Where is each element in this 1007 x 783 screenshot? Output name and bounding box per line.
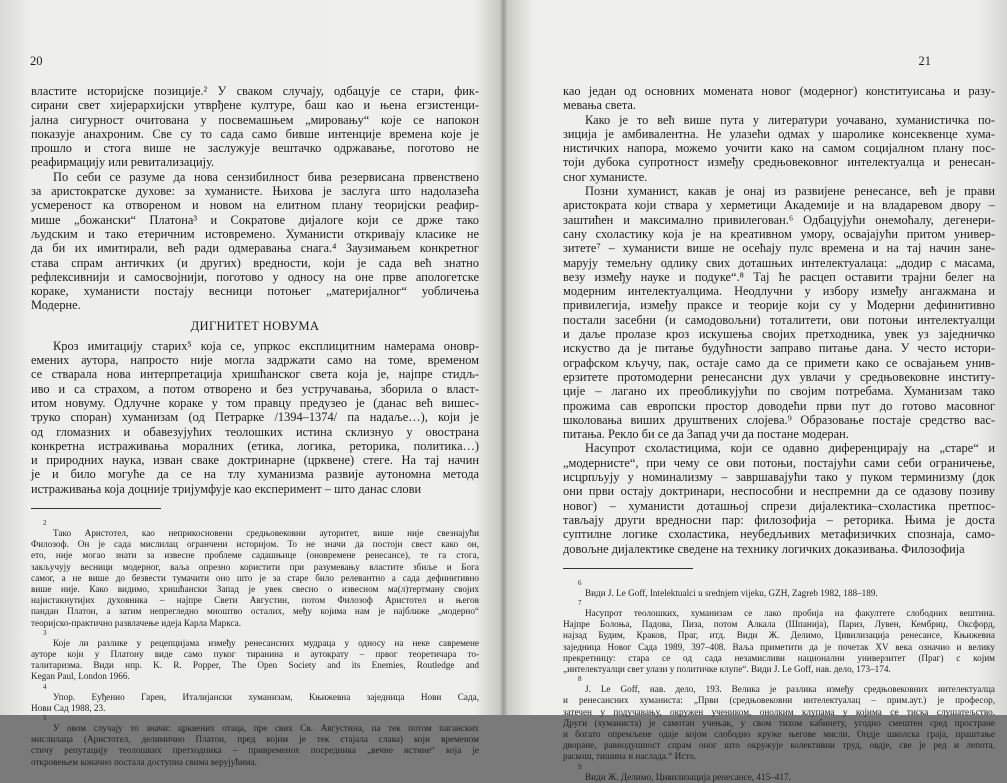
- text-line: тоји дубока супротност између средњовековног интелектуалца и ренесан-: [563, 155, 995, 170]
- footnote-rule: [563, 568, 693, 569]
- left-text-column: [31, 84, 479, 768]
- text-line: се стварала нова интерпретација хришћанског света која је, најпре стидљ-: [31, 367, 479, 382]
- footnote-line: „интелектуалци свет улази у политичке клупе“. Види J. Le Goff, нав. дело, 173–174.: [563, 664, 891, 675]
- text-line: ције – лагано их преобликујући по својим потребама. Хуманизам тако: [563, 384, 995, 399]
- footnote-line: Најпре Болоња, Падова, Пиза, потом Алкала (Шпанија), Париз, Лувен, Кембриџ, Оксфорд,: [563, 619, 995, 630]
- footnote-line: најистакнутијих духовника – најпре Свети Августин, потом Филозоф Аристотел и његов: [31, 595, 479, 606]
- text-line: зитете⁷ – хуманисти више не осећају пулс времена и на тај начин зане-: [563, 241, 995, 256]
- text-line: конкретна истраживања моралних (етика, логика, реторика, политика…): [31, 438, 479, 453]
- footnote-line: Други (хуманиста) је самотан учењак, у свом тихом кабинету, угодно смештен сред простране: [563, 717, 995, 728]
- footnote-number: 9: [578, 762, 582, 771]
- text-line: нистичких напора, можемо уочити како на самом социјалном плану пос-: [563, 141, 995, 156]
- footnote-line: заједница Новог Сада 1989, 397–408. Ваља приметити да је почетак XV века означио и велику: [563, 641, 995, 652]
- footnote-number: 8: [578, 675, 582, 684]
- footnote-number: 7: [578, 599, 582, 607]
- text-line: постали засебни (и самодовољни) тоталитети, ови потоњи интелектуалци: [563, 312, 995, 327]
- text-line: реафирмацију или ревитализацију.: [31, 155, 215, 170]
- paragraph: [31, 339, 479, 496]
- text-line: Кроз имитацију старих⁵ која се, упркос експлицитним намерама оновр-: [53, 338, 479, 353]
- footnote-line: више није. Како видимо, хришћански Запад је увек свесно о извесном ма(л)тертману својих: [31, 584, 479, 595]
- text-line: става спрам античких (и других) вредности, који је сада већ знатно: [31, 255, 479, 270]
- text-line: По себи се разуме да нова сензибилност бива резервисана првенствено: [53, 169, 479, 184]
- text-line: кораке, хуманисти постају весници потоњег „материјалног“ уобличења: [31, 284, 479, 299]
- text-line: аристократа који ствара у хермeтици Академије и на владаревом двору –: [563, 198, 995, 213]
- text-line: заштићен и максимално привилегован.⁶ Одбацујући онемоћалу, дегенери-: [563, 212, 995, 227]
- footnote-line: Упор. Eуђенио Гарен, Италијански хуманизам, Књижевна заједница Нови Сада,: [53, 691, 479, 702]
- footnotes: [563, 579, 995, 783]
- text-line: труко споран) хуманизам (од Петрарке /1394–1374/ па надаље…), који је: [31, 410, 479, 425]
- text-line: емених аутора, напросто није могла задржати само на томе, временом: [31, 353, 479, 368]
- text-line: Насупрот схоластицима, који се одавно диференцирају на „старе“ и: [585, 441, 995, 456]
- text-line: је и било могуће да се на тлу хуманизма развије аутономна метода: [31, 467, 479, 482]
- text-line: сирани свет хијерархијски утврђене културе, баш као и њена егзистенци-: [31, 98, 479, 113]
- footnote-line: ето, није могао знати за извесне проблеме садашњице (оновремене ренесансе), те га стога,: [31, 550, 479, 561]
- text-line: новог) – хуманисти доташњој спрези дијалектика–схоластика претпос-: [563, 498, 995, 513]
- text-line: Позни хуманист, какав је онај из развијене ренесансе, већ је прави: [585, 184, 995, 199]
- text-line: прошло и стога више не заслужује вештачко одржавање, поготово не: [31, 141, 479, 156]
- right-text-column: [563, 84, 995, 783]
- paragraph: [563, 441, 995, 555]
- text-line: они први остају доктринари, неспособни и неспремни да се одазову позиву: [563, 484, 995, 499]
- text-line: исцрпљују у номинализму – завршавајући тако у пуком терминизму (док: [563, 470, 995, 485]
- text-line: суптилне логике схоластика, неубедљивих метафизичких спознаја, само-: [563, 527, 995, 542]
- paragraph: [31, 170, 479, 313]
- text-line: иво и са страхом, а потом отворено и без устручавања, зборила о власт-: [31, 381, 479, 396]
- footnote-line: закључују весници модерног, ваља опрезно користити при разумевању властите збиље и Бога: [31, 561, 479, 572]
- text-line: Како је то већ више пута у литератури уочавано, хуманистичка по-: [585, 112, 995, 127]
- text-line: тављају други вредносни пар: филозофија – реторика. Њима је доста: [563, 512, 995, 527]
- footnote-line: талитаризма. Види нпр. K. R. Popper, The Open Society and its Enemies, Routledge and: [31, 660, 479, 671]
- footnote-line: У овом случају то значи: црквених отаца, пре свих Св. Августина, па тек потом паганских: [53, 723, 479, 734]
- text-line: мевања света.: [563, 98, 637, 113]
- footnote-line: самог, а не више до безвести тумачити оно што је за старе било релевантно а сада дефинитивно: [31, 572, 479, 583]
- footnote-line: прекретницу: стаpa се од сада незамисливи национални универзитет (Праг) с којим: [563, 652, 995, 663]
- text-line: и природних наука, изван сваке доктринарне (црквене) стеге. На тај начин: [31, 453, 479, 468]
- footnote-line: Види J. Le Goff, Intelektualci u srednjem vijeku, GZH, Zagreb 1982, 188–189.: [585, 587, 878, 598]
- text-line: питања. Рекло би се да Запад учи да постане модеран.: [563, 427, 849, 442]
- footnote-line: дворане, равнодушност спрам онoг што окружује колективни труд, овдје, све је ред и лепота,: [563, 740, 995, 751]
- text-line: рефлексивнији и самосвојнији, поготово у односу на оне прве апологетске: [31, 269, 479, 284]
- footnote-number: 4: [43, 682, 47, 691]
- text-line: сану схоластику која је на креативном умору, освајајући притом универ-: [563, 226, 995, 241]
- text-line: марују темељну одлику свих доташњих интелектуалаца: „додир с масама,: [563, 255, 995, 270]
- text-line: искуство да је питање будућности заправо питање дана. У често истори-: [563, 341, 995, 356]
- text-line: усмереност ка отвореном и новом на елитном плану теоријски реафир-: [31, 198, 479, 213]
- footnote-line: Нови Сад 1988, 23.: [31, 702, 106, 713]
- footnote-line: стичу репутацију теолошких претходника – привременох посредника „вечне истине“ која је: [31, 745, 479, 756]
- footnotes: [31, 519, 479, 768]
- footnote-number: 3: [43, 628, 47, 637]
- paragraph: [563, 184, 995, 441]
- footnote-line: откровењем коначно постала доступна свима верујућима.: [31, 756, 257, 767]
- section-heading: ДИГНИТЕТ НОВУМА: [190, 318, 320, 333]
- footnote-line: затечен у подучавању, окружен учеником, онолким клупама у којима се тиска слушатељство.: [563, 706, 995, 717]
- text-line: прожима сав европски простор доводећи први пут до готово масовног: [563, 398, 995, 413]
- text-line: модерним интелектуалцима. Неодлучни у избору између ангажмана и: [563, 284, 995, 299]
- paragraph: [31, 84, 479, 170]
- footnote-line: Које ли разлике у рецепцијама између ренесансних мудраца у односу на неке савремене: [53, 637, 479, 648]
- footnote-line: Види Ж. Делимо, Цивилизација ренесансе, 415–417.: [585, 771, 791, 782]
- footnote-line: раскош, тишина и наслада.“ Исто.: [563, 751, 697, 762]
- right-page: [504, 0, 1007, 782]
- text-line: ографском кључу, пак, остаје само да се примети како се освајањем унив-: [563, 355, 995, 370]
- footnote-line: Филозоф. Он је сада мислилац огранчени историјом. То не значи да постоји свест како он,: [31, 539, 479, 550]
- text-line: показује анахроним. Све су то сада само бивше интенције времена које је: [31, 126, 479, 141]
- footnote-line: J. Le Goff, нав. дело, 193. Велика је разлика између средњовековних интелектуалца: [585, 684, 995, 695]
- text-line: ерзитете протомодерни ренесансни дух увлачи у средњовековне институ-: [563, 369, 995, 384]
- page-number: 21: [918, 54, 931, 68]
- footnote-line: теоријско-практично развлачење идеја Карла Маркса.: [31, 617, 242, 628]
- text-line: људским и тако етеричним истовремено. Хуманисти откривају класике не: [31, 226, 479, 241]
- text-line: истраживања која доцније тријумфује као експеримент – што данас слови: [31, 481, 422, 496]
- text-line: да би их имитирали, већ ради одмеравања снага.⁴ Заузимањем конкретног: [31, 241, 479, 256]
- text-line: „модернисте“, при чему се ови потоњи, постајући сами себи ограничење,: [563, 455, 995, 470]
- footnote-line: и ренесансних хуманиста: „Први (средњовековни интелектуалац – прим.аут.) је професор,: [563, 695, 995, 706]
- text-line: као један од основних момената новог (модерног) конституисања и разу-: [563, 84, 995, 98]
- page-number: 20: [30, 54, 43, 68]
- footnote-line: Насупрот теолошких, хуманизам се лако пробија на факултете слободних вештина.: [585, 608, 995, 618]
- left-page: [0, 0, 503, 767]
- footnote-line: пандан Платон, а затим непрегледно мноштво осталих, међу којима нам је најближе „модерно“: [31, 606, 479, 617]
- footnote-number: 2: [43, 519, 47, 528]
- footnote-line: Kegan Paul, London 1966.: [31, 671, 130, 682]
- footnote-line: најзад Будим, Краков, Праг, итд. Види Ж. Делимо, Цивилизација ренесансе, Књижевна: [563, 630, 995, 641]
- footnote-number: 6: [578, 578, 582, 587]
- text-line: школовања виших друштвених слојева.⁹ Образовање постаје средство вас-: [563, 412, 995, 427]
- footnote-line: Тако Аристотел, као неприкосновени средњовековни ауторитет, више није свезнајући: [53, 528, 479, 539]
- footnote-line: ауторе који у Платону виде само пуког тиранина и аутократу – првог теоретичара то-: [31, 649, 479, 660]
- text-line: везу између науке и подуке“.⁸ Тај ће расцеп оставити трајни белег на: [563, 269, 995, 284]
- text-line: и даље пролазе кроз искушења својих претходника, увек уз заједничко: [563, 327, 995, 342]
- text-line: властите историјске позиције.² У сваком случају, одбацује се стари, фик-: [31, 84, 479, 98]
- text-line: Модерне.: [31, 298, 81, 313]
- text-line: зиција је амбивалентна. Не улазећи одмах у шароликe консеквенце хума-: [563, 126, 995, 141]
- text-line: сног хуманисте.: [563, 169, 648, 184]
- footnote-rule: [31, 508, 161, 509]
- footnote-number: 5: [43, 714, 47, 723]
- text-line: јална сигурност очитована у посвемашњем „мировању“ које се напокон: [31, 112, 479, 127]
- paragraph: [563, 84, 995, 113]
- text-line: привилегија, између праксе и теорије који су у Модерни дефинитивно: [563, 298, 995, 313]
- footnote-line: и богато опремљене одаје којом слободно круже његове мисли. Ондје школска гpaја, праштање: [563, 729, 995, 740]
- text-line: итом новуму. Одлучне кораке у том правцу предузео је (данас већ вишес-: [31, 395, 479, 410]
- text-line: од гломазних и обавезујућих теолошких истина склизнуо у овострана: [31, 424, 479, 439]
- paragraph: [563, 113, 995, 184]
- text-line: мише „божански“ Платона³ и Сократове дијалоге који се држе тако: [31, 212, 479, 227]
- text-line: за аристократске духове: за хуманисте. Њихова је заслуга што надолазећа: [31, 184, 479, 199]
- text-line: довољне дијалектике сведене на технику логичких доказивања. Филозофија: [563, 541, 965, 556]
- footnote-line: мислилаца (Аристотел, делимично Платон, пред којим је тек стајала слава) који временом: [31, 734, 479, 745]
